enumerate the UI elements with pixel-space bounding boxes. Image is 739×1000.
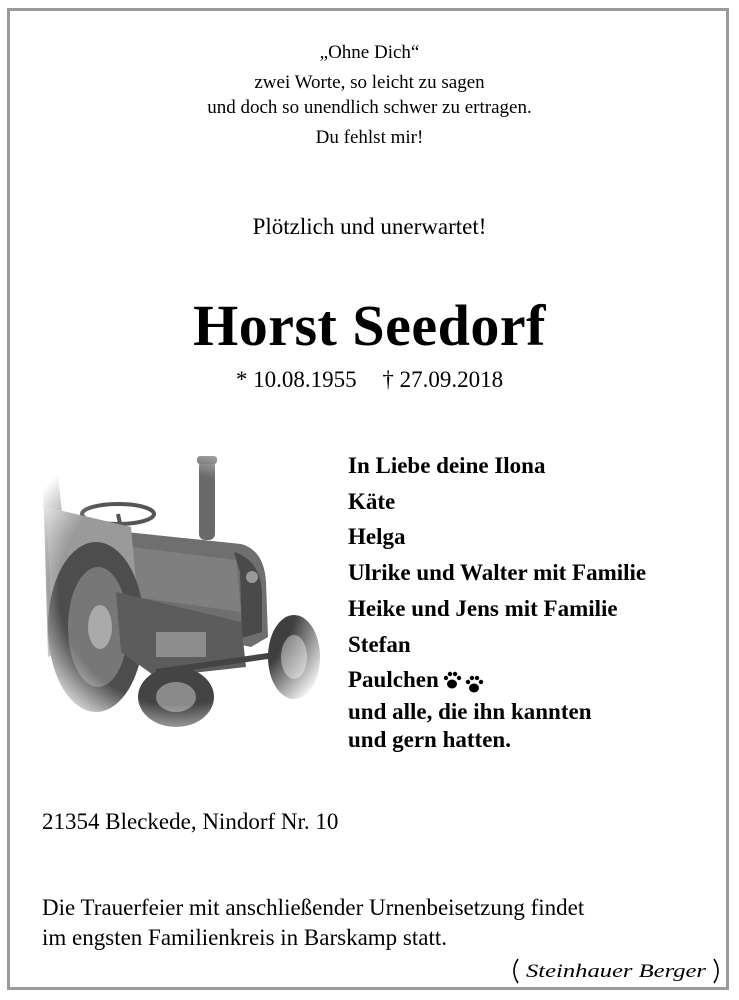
address: 21354 Bleckede, Nindorf Nr. 10	[42, 809, 339, 834]
death-date: † 27.09.2018	[382, 367, 504, 392]
poem-title: „Ohne Dich“	[319, 42, 420, 63]
svg-text:Steinhauer Berger: Steinhauer Berger	[526, 961, 707, 982]
family-closing: und alle, die ihn kannten	[348, 698, 592, 724]
poem-line: Du fehlst mir!	[315, 127, 424, 148]
notice-line: im engsten Familienkreis in Barskamp statt.	[42, 925, 447, 950]
family-member: Ulrike und Walter mit Familie	[348, 560, 647, 586]
subtitle: Plötzlich und unerwartet!	[252, 214, 487, 239]
poem-line: und doch so unendlich schwer zu ertragen.	[207, 97, 532, 118]
deceased-name: Horst Seedorf	[193, 293, 546, 358]
funeral-notice	[42, 893, 584, 953]
tractor-photo	[36, 452, 321, 727]
family-member: Heike und Jens mit Familie	[348, 595, 618, 621]
family-member: Stefan	[348, 631, 411, 657]
funeral-home-signature	[510, 955, 725, 987]
birth-date: * 10.08.1955	[235, 367, 357, 392]
life-dates	[0, 367, 739, 393]
family-member: In Liebe deine Ilona	[348, 453, 546, 478]
family-member: Käte	[348, 488, 396, 514]
paw-prints-icon	[443, 670, 485, 694]
pet-name: Paulchen	[348, 667, 439, 693]
family-closing: und gern hatten.	[348, 726, 511, 752]
family-list	[348, 448, 646, 754]
poem	[0, 40, 739, 150]
family-member-pet	[348, 662, 646, 698]
family-member: Helga	[348, 524, 406, 550]
notice-line: Die Trauerfeier mit anschließender Urnenbeisetzung findet	[42, 895, 585, 920]
poem-line: zwei Worte, so leicht zu sagen	[254, 72, 485, 93]
